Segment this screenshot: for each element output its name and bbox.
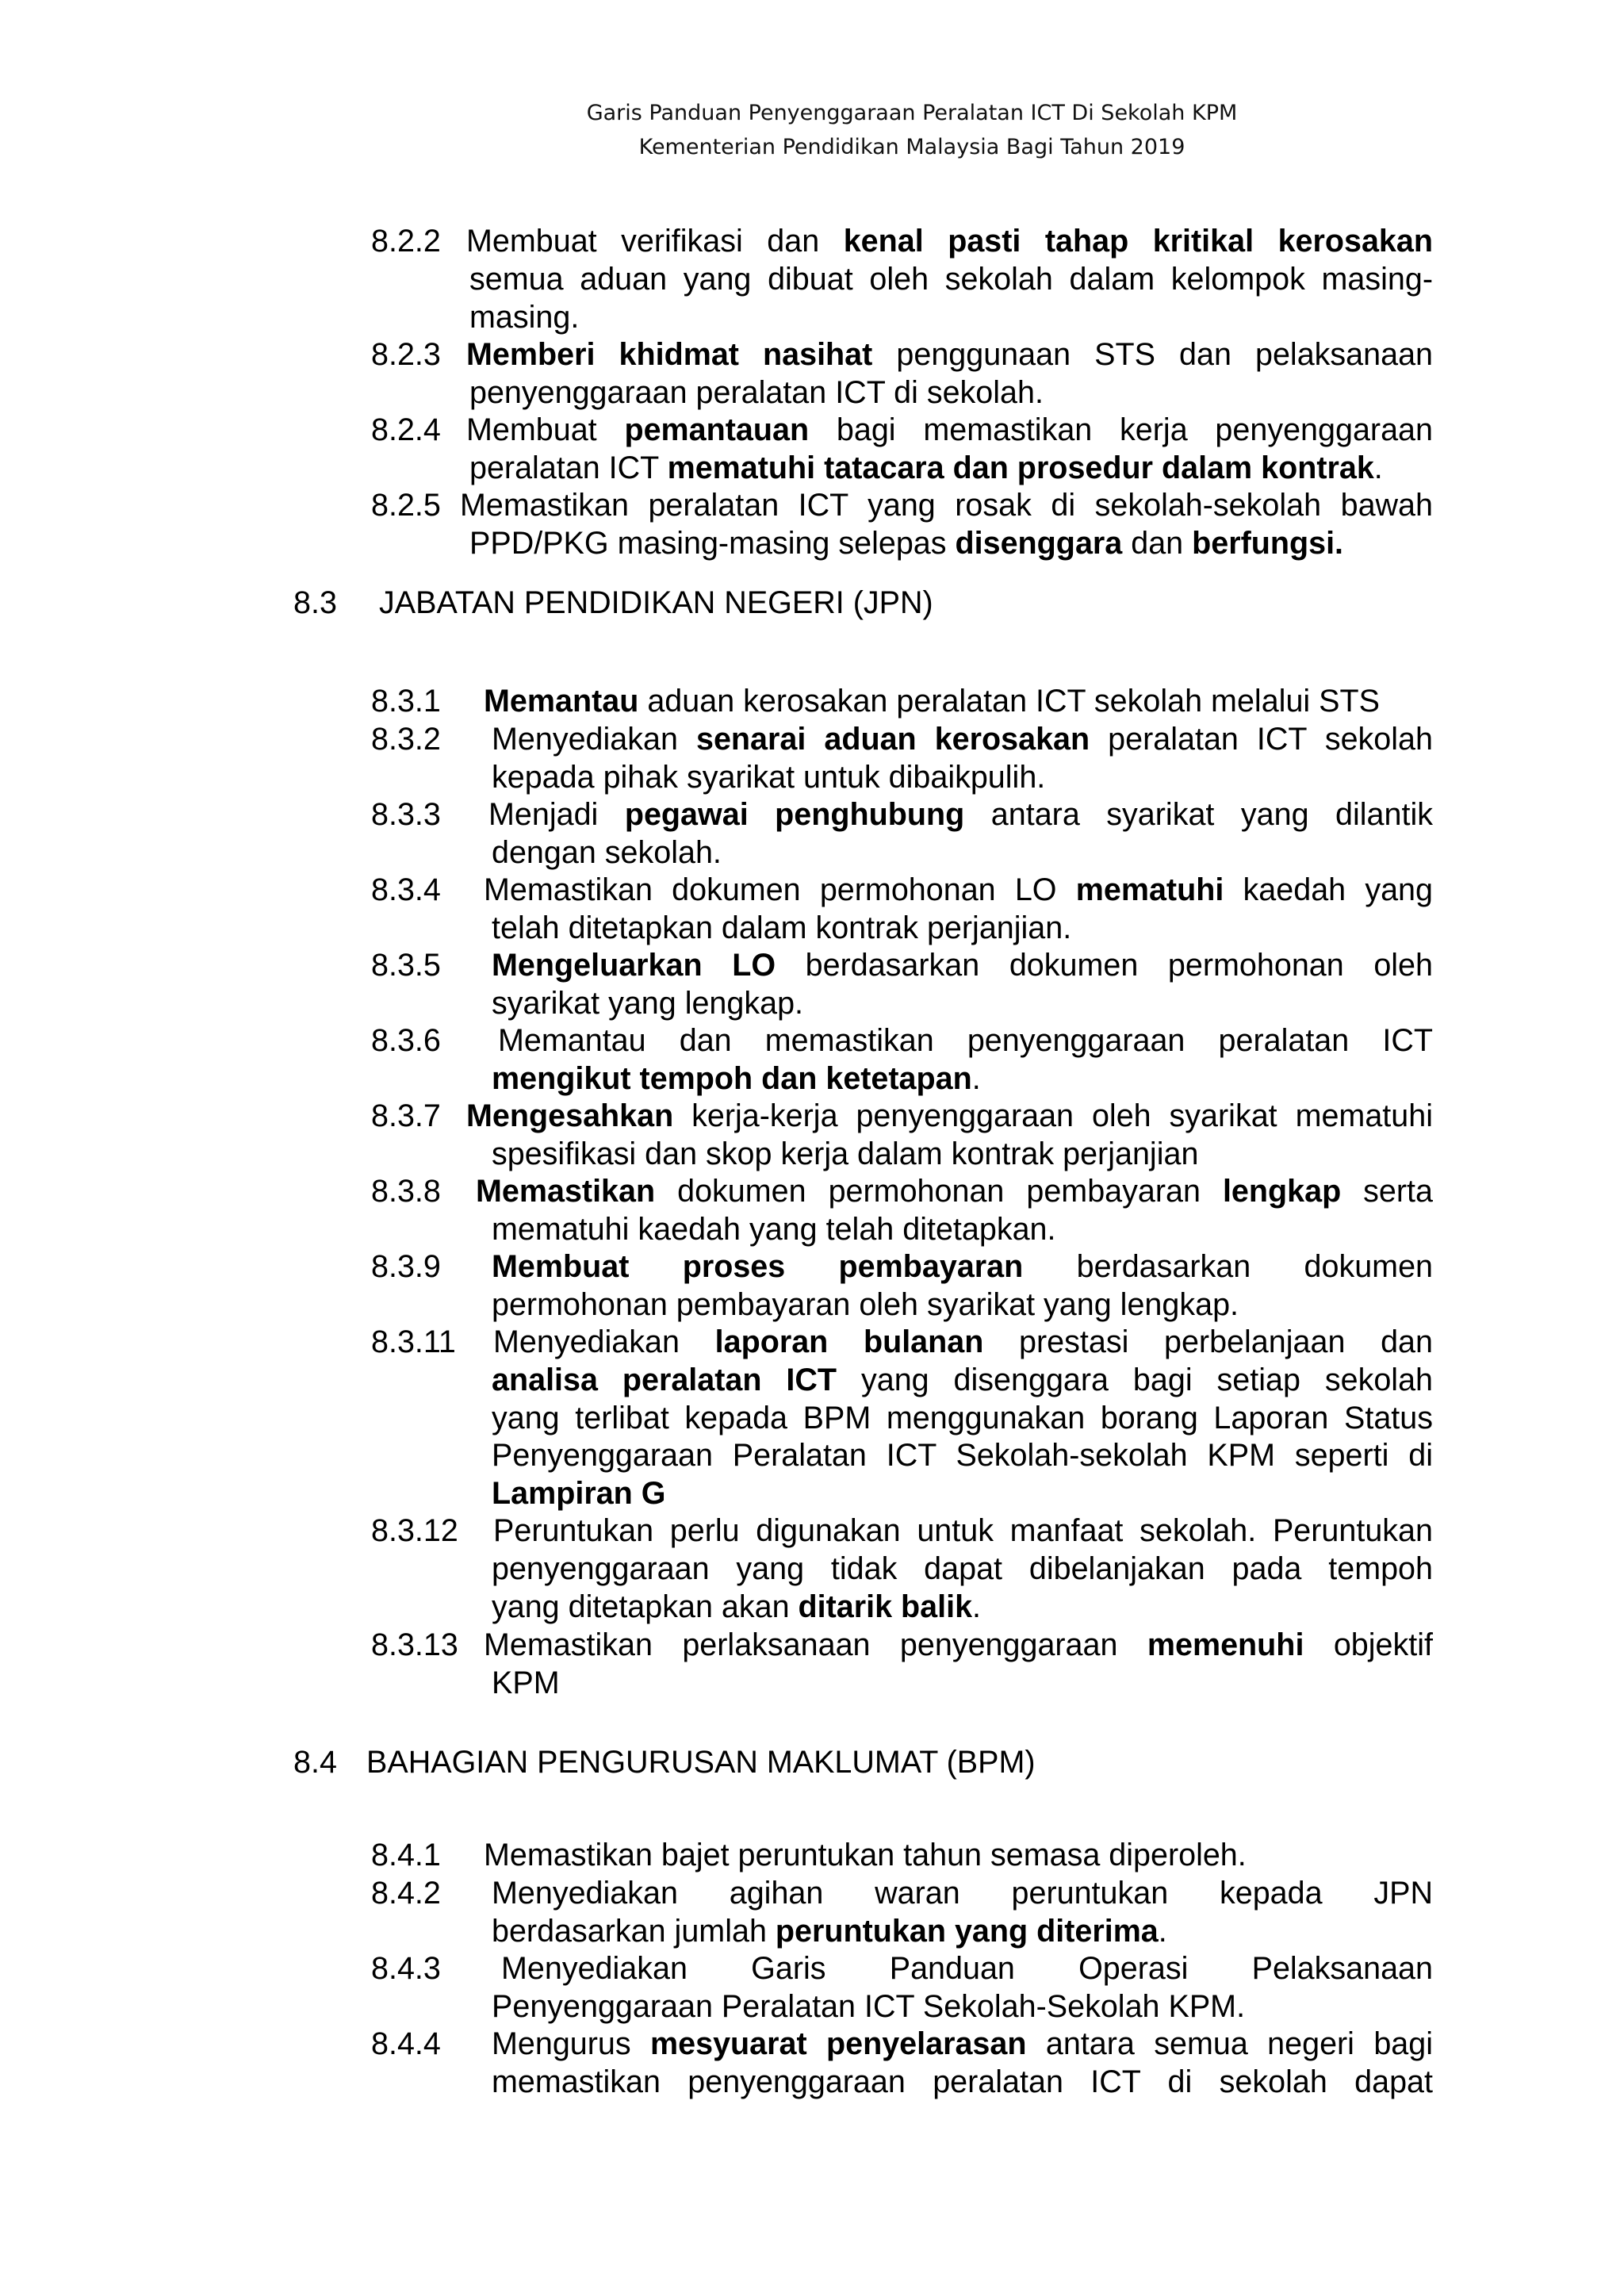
bold-text: Memberi khidmat nasihat	[466, 337, 873, 372]
section-heading: BAHAGIAN PENGURUSAN MAKLUMAT (BPM)	[366, 1745, 1036, 1780]
text-run: penyenggaraan yang tidak dapat dibelanjakan pada tempoh	[492, 1550, 1433, 1586]
list-item-number: 8.4.2	[371, 1876, 441, 1911]
list-item-line	[466, 412, 1433, 448]
list-item-line	[492, 722, 1433, 757]
text-run: semua aduan yang dibuat oleh sekolah dalam kelompok masing-	[469, 261, 1433, 297]
list-item-line	[493, 1513, 1433, 1549]
list-item-line	[492, 910, 1071, 946]
text-run: Memastikan bajet peruntukan tahun semasa diperoleh.	[484, 1838, 1247, 1872]
page-header	[396, 96, 1427, 164]
text-run: kaedah yang	[1224, 872, 1433, 907]
list-item-line	[492, 948, 1433, 983]
text-run: objektif	[1304, 1627, 1433, 1662]
list-item-number: 8.3.11	[371, 1324, 456, 1359]
list-item-line	[484, 684, 1380, 719]
text-run: antara semua negeri bagi	[1026, 2026, 1434, 2061]
text-run: Menyediakan	[493, 1324, 715, 1359]
text-run: spesifikasi dan skop kerja dalam kontrak perjanjian	[492, 1136, 1199, 1171]
list-item-line	[469, 450, 1383, 486]
bold-text: pegawai penghubung	[624, 797, 965, 832]
text-run: penggunaan STS dan pelaksanaan	[872, 337, 1433, 372]
text-run: aduan kerosakan peralatan ICT sekolah melalui STS	[638, 684, 1380, 719]
bold-text: lengkap	[1222, 1174, 1342, 1209]
text-run: Memastikan perlaksanaan penyenggaraan	[484, 1627, 1147, 1662]
list-item-number: 8.2.5	[371, 488, 441, 523]
text-run: kerja-kerja penyenggaraan oleh syarikat mematuhi	[673, 1098, 1433, 1133]
list-item-number: 8.4.1	[371, 1838, 441, 1872]
list-item-line	[492, 986, 803, 1022]
list-item-line	[492, 1876, 1433, 1911]
text-run: masing.	[469, 299, 580, 335]
text-run: berdasarkan jumlah	[492, 1913, 776, 1949]
bold-text: analisa peralatan ICT	[492, 1362, 837, 1397]
list-item-line	[492, 1476, 666, 1512]
text-run: Menyediakan Garis Panduan Operasi Pelaksanaan	[501, 1951, 1433, 1986]
text-run: Memastikan peralatan ICT yang rosak di sekolah-sekolah bawah	[460, 488, 1433, 523]
list-item-number: 8.3.2	[371, 722, 441, 757]
text-run: Menyediakan	[492, 722, 696, 757]
bold-text: mematuhi tatacara dan prosedur dalam kontrak	[667, 450, 1374, 485]
bold-text: Memastikan	[476, 1174, 656, 1209]
list-item-line	[492, 1551, 1433, 1587]
list-item-number: 8.2.3	[371, 337, 441, 372]
bold-text: Lampiran G	[492, 1476, 666, 1512]
list-item-line	[466, 224, 1433, 259]
bold-text: pemantauan	[624, 412, 810, 447]
text-run: memastikan penyenggaraan peralatan ICT di sekolah dapat	[492, 2064, 1433, 2099]
list-item-line	[492, 1914, 1167, 1949]
bold-text: memenuhi	[1147, 1627, 1304, 1662]
text-run: Menjadi	[488, 797, 625, 832]
list-item-line	[492, 2026, 1433, 2062]
text-run: antara syarikat yang dilantik	[964, 797, 1433, 832]
text-run: berdasarkan dokumen permohonan oleh	[776, 948, 1433, 983]
list-item-line	[484, 1627, 1433, 1663]
list-item-number: 8.3.8	[371, 1174, 441, 1209]
list-item-line	[484, 872, 1433, 908]
text-run: kepada pihak syarikat untuk dibaikpulih.	[492, 759, 1046, 795]
text-run: peralatan ICT	[469, 450, 668, 485]
list-item-line	[476, 1174, 1433, 1209]
list-item-line	[492, 1363, 1433, 1398]
bold-text: Mengesahkan	[466, 1098, 674, 1133]
list-item-line	[469, 375, 1044, 411]
bold-text: berfungsi.	[1192, 525, 1344, 561]
text-run: Membuat verifikasi dan	[466, 224, 844, 259]
list-item-line	[466, 337, 1433, 373]
text-run: bagi memastikan kerja penyenggaraan	[809, 412, 1433, 447]
text-run: KPM	[492, 1665, 560, 1700]
list-item-number: 8.3.4	[371, 872, 441, 907]
header-line-1: Garis Panduan Penyenggaraan Peralatan ICT Di Sekolah KPM	[586, 101, 1238, 125]
bold-text: peruntukan yang diterima	[775, 1913, 1159, 1949]
list-item-line	[484, 1838, 1247, 1873]
bold-text: disenggara	[955, 525, 1123, 561]
list-item-line	[492, 1665, 560, 1701]
list-item-number: 8.3.13	[371, 1627, 458, 1662]
bold-text: mesyuarat penyelarasan	[650, 2026, 1027, 2061]
text-run: .	[971, 1060, 981, 1096]
list-item-number: 8.3.12	[371, 1513, 458, 1548]
text-run: .	[1158, 1913, 1167, 1949]
section-number: 8.4	[293, 1745, 337, 1780]
list-item-number: 8.4.3	[371, 1951, 441, 1986]
bold-text: kenal pasti tahap kritikal kerosakan	[843, 224, 1433, 259]
text-run: Menyediakan agihan waran peruntukan kepada JPN	[492, 1876, 1433, 1911]
list-item-number: 8.2.2	[371, 224, 441, 259]
list-item-number: 8.4.4	[371, 2026, 441, 2061]
text-run: penyenggaraan peralatan ICT di sekolah.	[469, 374, 1044, 410]
list-item-line	[469, 262, 1433, 297]
text-run: Peruntukan perlu digunakan untuk manfaat sekolah. Peruntukan	[493, 1513, 1433, 1548]
bold-text: Memantau	[484, 684, 639, 719]
text-run: syarikat yang lengkap.	[492, 985, 804, 1021]
section-number: 8.3	[293, 585, 337, 620]
text-run: Penyenggaraan Peralatan ICT Sekolah-Sekolah KPM.	[492, 1988, 1246, 2024]
list-item-line	[460, 488, 1433, 523]
list-item-number: 8.2.4	[371, 412, 441, 447]
text-run: dan	[1122, 525, 1193, 561]
text-run: .	[1373, 450, 1383, 485]
text-run: Memantau dan memastikan penyenggaraan peralatan ICT	[498, 1023, 1433, 1058]
list-item-number: 8.3.6	[371, 1023, 441, 1058]
list-item-line	[492, 1438, 1433, 1474]
list-item-line	[492, 1212, 1055, 1248]
list-item-line	[492, 1137, 1198, 1172]
list-item-line	[469, 300, 579, 335]
bold-text: laporan bulanan	[714, 1324, 984, 1359]
text-run: PPD/PKG masing-masing selepas	[469, 525, 956, 561]
list-item-number: 8.3.7	[371, 1098, 441, 1133]
header-line-2: Kementerian Pendidikan Malaysia Bagi Tahun 2019	[638, 135, 1185, 159]
list-item-line	[492, 760, 1045, 795]
text-run: .	[972, 1589, 982, 1624]
text-run: dokumen permohonan pembayaran	[655, 1174, 1223, 1209]
bold-text: senarai aduan kerosakan	[695, 722, 1090, 757]
list-item-line	[492, 1989, 1245, 2025]
text-run: Membuat	[466, 412, 625, 447]
text-run: mematuhi kaedah yang telah ditetapkan.	[492, 1211, 1056, 1247]
list-item-line	[492, 1287, 1239, 1323]
list-item-line	[492, 1249, 1433, 1285]
list-item-line	[493, 1324, 1433, 1360]
text-run: prestasi perbelanjaan dan	[983, 1324, 1433, 1359]
bold-text: mengikut tempoh dan ketetapan	[492, 1060, 972, 1096]
list-item-line	[492, 1589, 981, 1625]
list-item-line	[466, 1098, 1433, 1134]
list-item-number: 8.3.5	[371, 948, 441, 983]
list-item-number: 8.3.1	[371, 684, 441, 719]
list-item-line	[492, 1401, 1433, 1436]
text-run: berdasarkan dokumen	[1023, 1249, 1434, 1284]
list-item-line	[501, 1951, 1433, 1987]
text-run: permohonan pembayaran oleh syarikat yang lengkap.	[492, 1286, 1239, 1322]
text-run: dengan sekolah.	[492, 834, 722, 870]
text-run: Mengurus	[492, 2026, 651, 2061]
text-run: yang terlibat kepada BPM menggunakan borang Laporan Status	[492, 1400, 1433, 1435]
list-item-line	[492, 1061, 981, 1097]
text-run: yang ditetapkan akan	[492, 1589, 799, 1624]
list-item-line	[469, 526, 1343, 562]
list-item-number: 8.3.3	[371, 797, 441, 832]
list-item-line	[492, 2064, 1433, 2100]
bold-text: mematuhi	[1075, 872, 1224, 907]
text-run: yang disenggara bagi setiap sekolah	[837, 1362, 1434, 1397]
bold-text: Mengeluarkan LO	[492, 948, 776, 983]
text-run: Penyenggaraan Peralatan ICT Sekolah-sekolah KPM seperti di	[492, 1438, 1433, 1474]
text-run: telah ditetapkan dalam kontrak perjanjian.	[492, 910, 1072, 945]
list-item-line	[492, 835, 722, 871]
text-run: peralatan ICT sekolah	[1090, 722, 1433, 757]
text-run: serta	[1341, 1174, 1433, 1209]
list-item-line	[488, 797, 1433, 833]
text-run: Memastikan dokumen permohonan LO	[484, 872, 1076, 907]
section-heading: JABATAN PENDIDIKAN NEGERI (JPN)	[379, 585, 933, 620]
list-item-line	[498, 1023, 1433, 1059]
list-item-number: 8.3.9	[371, 1249, 441, 1284]
bold-text: ditarik balik	[798, 1589, 973, 1624]
bold-text: Membuat proses pembayaran	[492, 1249, 1024, 1284]
